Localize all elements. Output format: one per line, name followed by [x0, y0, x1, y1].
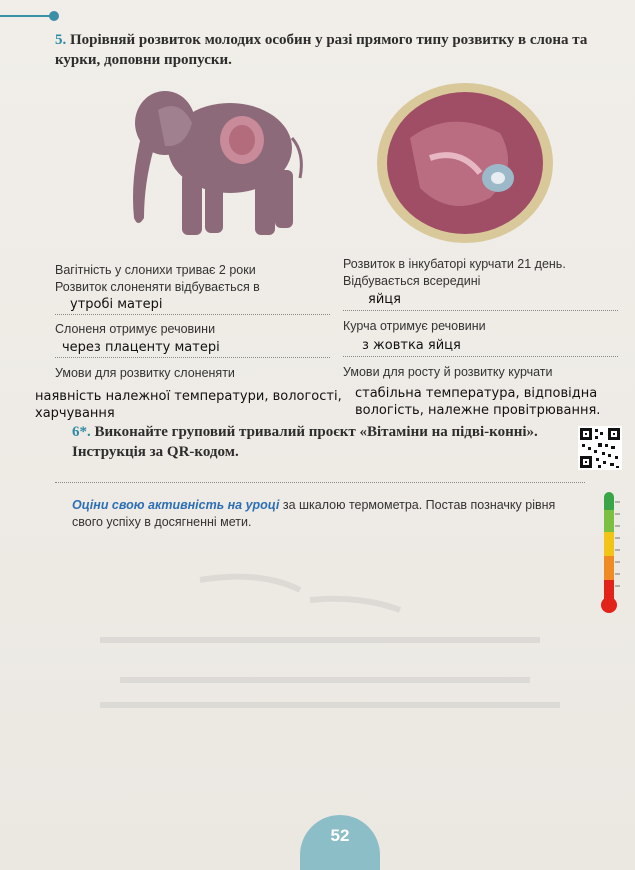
qr-code-icon[interactable]	[578, 426, 622, 470]
bleed-through-decor	[60, 540, 580, 740]
task6-number: 6*.	[72, 424, 91, 440]
chick-answer-conditions-1[interactable]: стабільна температура, відповідна	[355, 386, 598, 401]
elephant-answer-nutrition[interactable]: через плаценту матері	[62, 340, 220, 355]
thermometer-scale[interactable]	[598, 490, 622, 615]
chick-nutrition-text: Курча отримує речовини	[343, 319, 486, 333]
elephant-answer-where[interactable]: утробі матері	[70, 297, 163, 312]
egg-embryo-illustration	[370, 78, 560, 248]
task5-heading	[55, 30, 625, 70]
task6-heading	[72, 422, 572, 462]
elephant-nutrition-text: Слоненя отримує речовини	[55, 322, 216, 336]
chick-incubation-text: Розвиток в інкубаторі курчати 21 день.	[343, 257, 566, 271]
chick-development-text: Відбувається всередині	[343, 274, 481, 288]
top-decor-line	[0, 15, 55, 17]
answer-line	[343, 310, 618, 311]
task6-text: Виконайте груповий тривалий проєкт «Вітаміни на підві-конні». Інструкція за QR-кодом.	[72, 424, 538, 460]
elephant-pregnancy-text: Вагітність у слонихи триває 2 роки	[55, 263, 256, 277]
elephant-answer-conditions-1[interactable]: наявність належної температури, вологості,	[35, 389, 342, 404]
elephant-answer-conditions-2[interactable]: харчування	[35, 406, 115, 421]
elephant-development-text: Розвиток слоненяти відбувається в	[55, 280, 260, 294]
page-number: 52	[330, 826, 350, 845]
task5-text: Порівняй розвиток молодих особин у разі прямого типу розвитку в слона та курки, доповни пропуски.	[55, 32, 588, 68]
task5-number: 5.	[55, 32, 67, 48]
chick-answer-where[interactable]: яйця	[368, 292, 401, 307]
elephant-illustration	[120, 78, 320, 248]
chick-answer-nutrition[interactable]: з жовтка яйця	[362, 338, 461, 353]
answer-line	[55, 314, 330, 315]
top-decor-dot	[49, 11, 59, 21]
elephant-conditions-text: Умови для розвитку слоненяти	[55, 366, 235, 380]
assessment-instructions: за шкалою термометра. Постав позначку рівня свого успіху в досягненні мети.	[72, 498, 556, 529]
answer-line	[55, 482, 585, 483]
chick-conditions-text: Умови для росту й розвитку курчати	[343, 365, 553, 379]
assessment-emphasis: Оціни свою активність на уроці	[72, 498, 280, 512]
answer-line	[55, 357, 330, 358]
chick-answer-conditions-2[interactable]: вологість, належне провітрювання.	[355, 403, 601, 418]
self-assessment-text	[72, 497, 582, 531]
answer-line	[343, 356, 618, 357]
